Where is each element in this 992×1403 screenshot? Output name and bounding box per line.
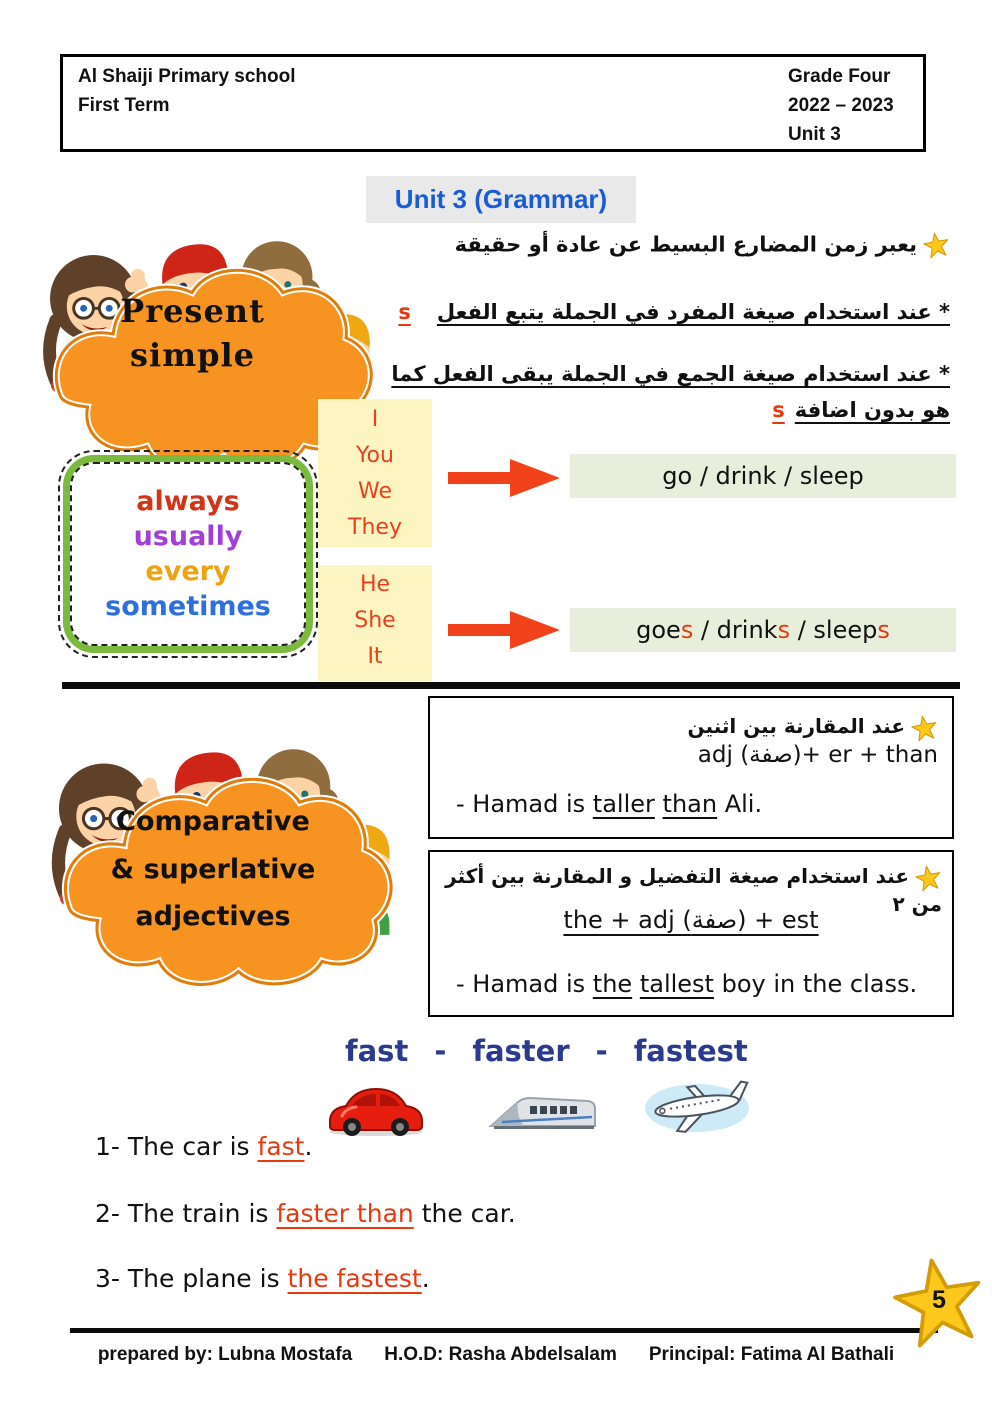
example-text: Ali. (717, 790, 763, 818)
rule-present-main-text: يعبر زمن المضارع البسيط عن عادة أو حقيقة (454, 232, 917, 257)
sentence-highlight: faster than (276, 1199, 414, 1228)
pronoun-i: I (371, 407, 379, 432)
s-verbs-box (570, 608, 956, 652)
degree-fast: fast (345, 1034, 409, 1068)
adverb-sometimes: sometimes (105, 590, 271, 622)
pronoun-she: She (354, 608, 396, 633)
arrow-right-icon (448, 459, 560, 497)
verb-part: goe (636, 616, 681, 644)
page-number: 5 (932, 1286, 946, 1314)
page-title-box (366, 176, 636, 223)
sentence-text: the car. (413, 1199, 516, 1228)
comparative-formula: adj (صفة)+ er + than (697, 742, 938, 768)
sentence-text: . (421, 1264, 430, 1293)
star-icon (915, 865, 942, 892)
comparative-cloud-title: Comparative (116, 806, 310, 837)
principal: Principal: Fatima Al Bathali (648, 1344, 895, 1365)
sentence-3 (95, 1264, 430, 1293)
degree-dash: - (434, 1034, 447, 1068)
example-underlined: the (592, 970, 633, 998)
adverb-always: always (136, 485, 240, 517)
sentence-1 (95, 1132, 312, 1161)
page-title: Unit 3 (Grammar) (394, 184, 608, 214)
comparative-example (456, 790, 762, 818)
comparative-rule-arabic: عند المقارنة بين اثنين (687, 714, 905, 738)
grade-label: Grade Four (788, 66, 891, 87)
page-number-star (892, 1254, 986, 1352)
rule-plural-line1 (391, 362, 950, 386)
pronoun-they: They (348, 515, 402, 540)
verb-part: / sleep (790, 616, 878, 644)
frame-green-band (63, 455, 313, 653)
pronoun-he: He (359, 572, 391, 597)
degree-fastest: fastest (633, 1034, 748, 1068)
example-text: boy in the class. (713, 970, 918, 998)
rule-plural-line2 (772, 398, 950, 422)
rule-plural-line2-text: هو بدون اضافة (794, 398, 950, 422)
rule-singular-text: * عند استخدام صيغة المفرد في الجملة يتبع الفعل (436, 300, 950, 324)
year-label: 2022 – 2023 (788, 95, 894, 116)
sentence-2 (95, 1199, 516, 1228)
example-underlined: taller (592, 790, 655, 818)
example-text: - Hamad is (456, 970, 593, 998)
comparative-cloud-title3: adjectives (135, 901, 291, 932)
prepared-by: prepared by: Lubna Mostafa (97, 1344, 353, 1365)
adverb-every: every (145, 555, 231, 587)
arrow-right-icon (448, 611, 560, 649)
singular-pronouns-box (318, 565, 432, 681)
present-simple-cloud-title2: simple (130, 336, 255, 374)
sentence-highlight: fast (257, 1132, 305, 1161)
footer-divider (70, 1328, 938, 1333)
pronoun-you: You (356, 443, 394, 468)
plural-pronouns-box (318, 399, 432, 547)
sentence-text: 2- The train is (95, 1199, 277, 1228)
superlative-formula-text: the + adj (صفة) + est (563, 906, 819, 934)
sentence-highlight: the fastest (287, 1264, 422, 1293)
unit-label: Unit 3 (788, 124, 841, 145)
verb-s: s (877, 616, 890, 644)
adverb-usually: usually (133, 520, 243, 552)
sentence-text: 3- The plane is (95, 1264, 288, 1293)
example-text (632, 970, 640, 998)
degree-faster: faster (472, 1034, 570, 1068)
pronoun-we: We (358, 479, 392, 504)
rule-singular (398, 300, 950, 324)
car-icon (322, 1080, 430, 1136)
comparative-rule-line (430, 714, 938, 768)
degrees-row (345, 1034, 748, 1068)
example-underlined: tallest (639, 970, 714, 998)
superlative-formula (430, 906, 952, 934)
school-name: Al Shaiji Primary school (78, 66, 296, 87)
footer (0, 1344, 992, 1366)
frame-inner (70, 462, 306, 646)
example-text: - Hamad is (456, 790, 593, 818)
rule-plural-line1-text: * عند استخدام صيغة الجمع في الجملة يبقى الفعل كما (391, 362, 950, 386)
rule-singular-s: s (398, 300, 411, 324)
rule-plural-s: s (772, 398, 785, 422)
example-text (655, 790, 663, 818)
pronoun-it: It (367, 644, 383, 669)
superlative-example (456, 970, 917, 998)
superlative-rule-box (428, 850, 954, 1017)
sentence-text: . (304, 1132, 313, 1161)
train-icon (488, 1088, 600, 1132)
example-underlined: than (662, 790, 718, 818)
children-cloud-illustration (12, 688, 416, 994)
verb-s: s (777, 616, 791, 644)
base-verbs-box: go / drink / sleep (570, 454, 956, 498)
header-right (788, 62, 894, 149)
hod: H.O.D: Rasha Abdelsalam (384, 1344, 617, 1365)
term-label: First Term (78, 95, 170, 116)
frequency-adverbs-frame (58, 450, 318, 658)
sentence-text: 1- The car is (95, 1132, 258, 1161)
degree-dash: - (595, 1034, 608, 1068)
superlative-rule-arabic: عند استخدام صيغة التفضيل و المقارنة بين أكثر من ٢ (445, 864, 942, 916)
verb-part: / drink (693, 616, 778, 644)
comparative-rule-box (428, 696, 954, 839)
present-simple-cloud-title: Present (120, 292, 265, 330)
frame-outer-dash (58, 450, 318, 658)
comparative-cloud-title2: & superlative (110, 854, 316, 885)
plane-icon (642, 1074, 752, 1136)
star-icon (923, 232, 950, 259)
star-icon (911, 715, 938, 742)
rule-present-main (455, 232, 950, 259)
verb-s: s (680, 616, 694, 644)
header-left (78, 62, 296, 120)
